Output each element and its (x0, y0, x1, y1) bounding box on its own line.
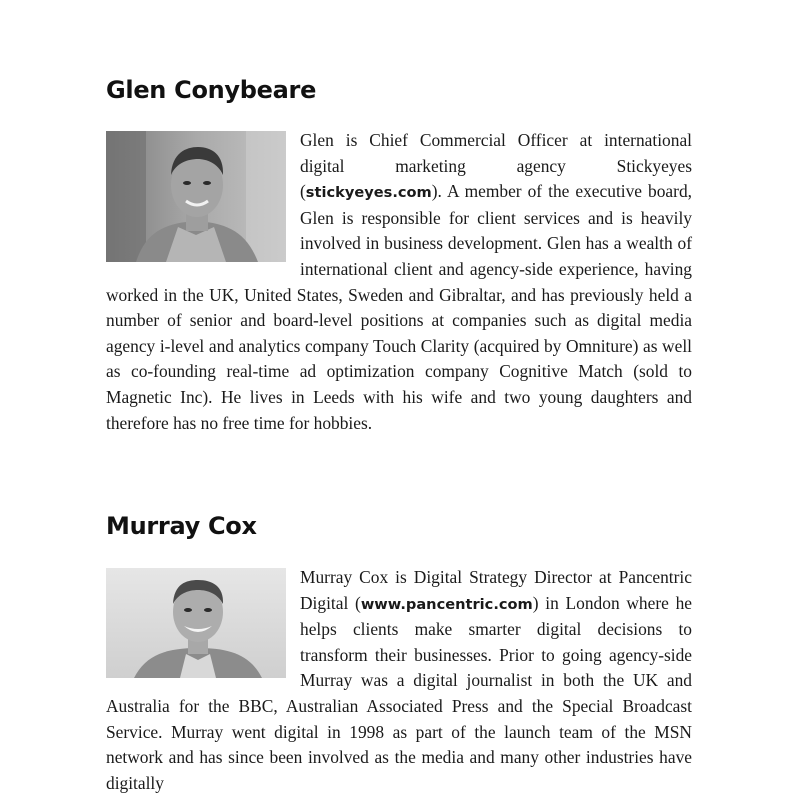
bio-name-murray-cox: Murray Cox (106, 512, 257, 540)
website-link[interactable]: www.pancentric.com (360, 595, 533, 613)
website-link[interactable]: stickyeyes.com (305, 184, 432, 202)
bio-text-part: ). A member of the executive board, Glen is responsible for client services and is heavily involved in business development. Glen has a wealth of international client and agency-side experience, having worked in the UK, United States, Sweden and Gibraltar, and has previously held a number of senior and board-level positions at companies such as digital media agency i-level and analytics company Touch Clarity (acquired by Omniture) as well as co-founding real-time ad optimization company Cognitive Match (sold to Magnetic Inc). He lives in Leeds with his wife and two young daughters and therefore has no free time for hobbies. (106, 181, 692, 433)
bio-name-glen-conybeare: Glen Conybeare (106, 76, 317, 104)
bio-text-part: Glen is Chief Commercial Officer at international digital marketing agency Stickyeyes ( (300, 130, 692, 202)
portrait-photo-icon (106, 131, 286, 262)
bio-section-glen-conybeare (106, 128, 692, 436)
portrait-photo-icon (106, 568, 286, 678)
bio-section-murray-cox (106, 565, 692, 796)
bio-text-part: Murray Cox is Digital Strategy Director at Pancentric Digital ( (300, 567, 692, 613)
bio-text-part: ) in London where he helps clients make smarter digital decisions to transform their businesses. Prior to going agency-side Murray was a digital journalist in both the UK and Australia for the BBC, Australian Associated Press and the Special Broadcast Service. Murray went digital in 1998 as part of the launch team of the MSN network and has since been involved as the media and many other industries have digitally (106, 592, 692, 793)
